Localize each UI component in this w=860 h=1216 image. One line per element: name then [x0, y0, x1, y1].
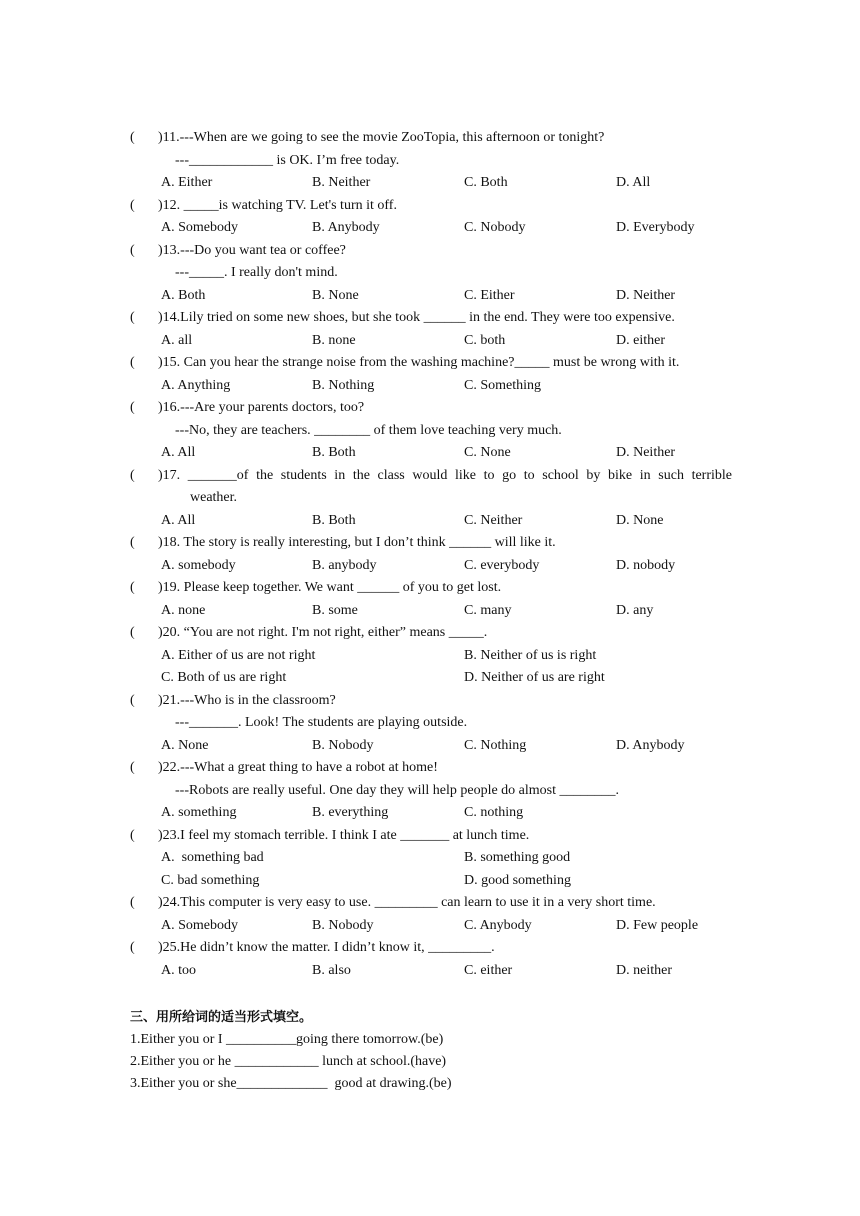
question-stem: )20. “You are not right. I'm not right, either” means _____.: [158, 625, 488, 640]
answer-option: A. something: [161, 805, 237, 820]
question-stem: )21.---Who is in the classroom?: [158, 692, 336, 708]
answer-option: C. many: [464, 602, 512, 618]
answer-paren: (: [130, 827, 135, 843]
answer-option: A. None: [161, 737, 209, 753]
answer-option: D. None: [616, 512, 664, 528]
answer-option: B. something good: [464, 850, 571, 865]
answer-option: B. also: [312, 962, 351, 978]
answer-option: B. Nothing: [312, 377, 375, 393]
answer-paren: (: [130, 310, 135, 325]
answer-option: D. Few people: [616, 917, 699, 933]
answer-option: C. Either: [464, 287, 515, 303]
answer-option: C. None: [464, 445, 511, 460]
question-stem: )14.Lily tried on some new shoes, but she took ______ in the end. They were too expensive.: [158, 310, 675, 325]
answer-option: A. too: [161, 962, 196, 978]
question-line: weather.: [190, 490, 238, 505]
answer-option: C. everybody: [464, 557, 540, 573]
answer-option: A. Either of us are not right: [161, 647, 316, 663]
section-title: 三、用所给词的适当形式填空。: [130, 1010, 313, 1025]
answer-option: C. Neither: [464, 512, 523, 528]
question-stem: )13.---Do you want tea or coffee?: [158, 242, 346, 258]
question-line: ---_______. Look! The students are playing outside.: [175, 715, 468, 730]
answer-paren: (: [130, 940, 135, 955]
question-stem: )15. Can you hear the strange noise from the washing machine?_____ must be wrong with it.: [158, 355, 680, 370]
answer-option: D. nobody: [616, 557, 676, 573]
question-stem: )19. Please keep together. We want ______ of you to get lost.: [158, 580, 502, 595]
answer-option: B. Anybody: [312, 220, 380, 235]
answer-option: D. good something: [464, 872, 571, 888]
question-stem: )12. _____is watching TV. Let's turn it off.: [158, 197, 397, 213]
answer-option: A. something bad: [161, 850, 264, 865]
question-line: ---_____. I really don't mind.: [175, 265, 338, 280]
answer-option: D. either: [616, 332, 665, 348]
answer-option: D. any: [616, 602, 654, 618]
answer-option: B. anybody: [312, 557, 377, 573]
answer-paren: (: [130, 692, 135, 708]
question-line: ---____________ is OK. I’m free today.: [175, 152, 400, 168]
question-stem: )23.I feel my stomach terrible. I think I ate _______ at lunch time.: [158, 827, 530, 843]
answer-option: A. all: [161, 332, 193, 348]
answer-option: C. nothing: [464, 805, 524, 820]
answer-paren: (: [130, 625, 135, 640]
answer-option: D. neither: [616, 962, 672, 978]
answer-option: B. Nobody: [312, 917, 374, 933]
question-line: ---Robots are really useful. One day they will help people do almost ________.: [175, 782, 620, 798]
answer-option: A. Both: [161, 287, 206, 303]
answer-option: A. Either: [161, 175, 213, 190]
question-stem: )24.This computer is very easy to use. _________ can learn to use it in a very short time.: [158, 895, 656, 910]
fill-item: 3.Either you or she_____________ good at drawing.(be): [130, 1076, 452, 1091]
answer-option: B. Nobody: [312, 737, 374, 753]
answer-option: A. All: [161, 512, 196, 528]
answer-paren: (: [130, 535, 135, 550]
answer-option: B. None: [312, 287, 359, 303]
answer-option: A. Somebody: [161, 917, 238, 933]
answer-option: C. Something: [464, 377, 542, 393]
question-stem: )17. _______of the students in the class would like to go to school by bike in such terrible: [158, 467, 732, 483]
answer-option: C. bad something: [161, 872, 260, 888]
answer-paren: (: [130, 400, 135, 415]
answer-option: A. Somebody: [161, 220, 238, 235]
answer-option: B. Both: [312, 445, 356, 460]
answer-option: D. Everybody: [616, 220, 695, 235]
answer-option: B. Neither: [312, 175, 371, 190]
answer-option: A. somebody: [161, 557, 236, 573]
answer-option: C. Both: [464, 175, 508, 190]
answer-paren: (: [130, 467, 135, 483]
answer-paren: (: [130, 580, 135, 595]
answer-paren: (: [130, 242, 135, 258]
answer-option: A. All: [161, 445, 196, 460]
answer-option: C. Nothing: [464, 737, 527, 753]
question-stem: )16.---Are your parents doctors, too?: [158, 400, 365, 415]
fill-item: 2.Either you or he ____________ lunch at school.(have): [130, 1054, 447, 1069]
answer-option: C. Anybody: [464, 917, 532, 933]
answer-option: D. Neither of us are right: [464, 670, 605, 685]
answer-option: B. some: [312, 602, 358, 618]
answer-option: A. none: [161, 602, 206, 618]
answer-option: B. Neither of us is right: [464, 647, 597, 663]
answer-paren: (: [130, 197, 135, 213]
answer-option: B. none: [312, 332, 356, 348]
answer-option: B. everything: [312, 805, 389, 820]
answer-option: D. Anybody: [616, 737, 685, 753]
fill-item: 1.Either you or I __________going there tomorrow.(be): [130, 1032, 444, 1047]
question-stem: )18. The story is really interesting, but I don’t think ______ will like it.: [158, 535, 556, 550]
answer-paren: (: [130, 760, 135, 775]
answer-paren: (: [130, 130, 135, 145]
answer-option: D. Neither: [616, 445, 676, 460]
answer-option: C. either: [464, 962, 513, 978]
answer-option: D. All: [616, 175, 651, 190]
answer-option: A. Anything: [161, 377, 231, 393]
answer-paren: (: [130, 355, 135, 370]
question-stem: )25.He didn’t know the matter. I didn’t know it, _________.: [158, 940, 495, 955]
answer-option: C. Nobody: [464, 220, 526, 235]
answer-option: D. Neither: [616, 287, 676, 303]
answer-option: C. Both of us are right: [161, 670, 287, 685]
question-stem: )11.---When are we going to see the movie ZooTopia, this afternoon or tonight?: [158, 130, 605, 145]
question-stem: )22.---What a great thing to have a robot at home!: [158, 760, 438, 775]
question-line: ---No, they are teachers. ________ of them love teaching very much.: [175, 422, 562, 438]
answer-paren: (: [130, 895, 135, 910]
answer-option: B. Both: [312, 512, 356, 528]
answer-option: C. both: [464, 332, 506, 348]
